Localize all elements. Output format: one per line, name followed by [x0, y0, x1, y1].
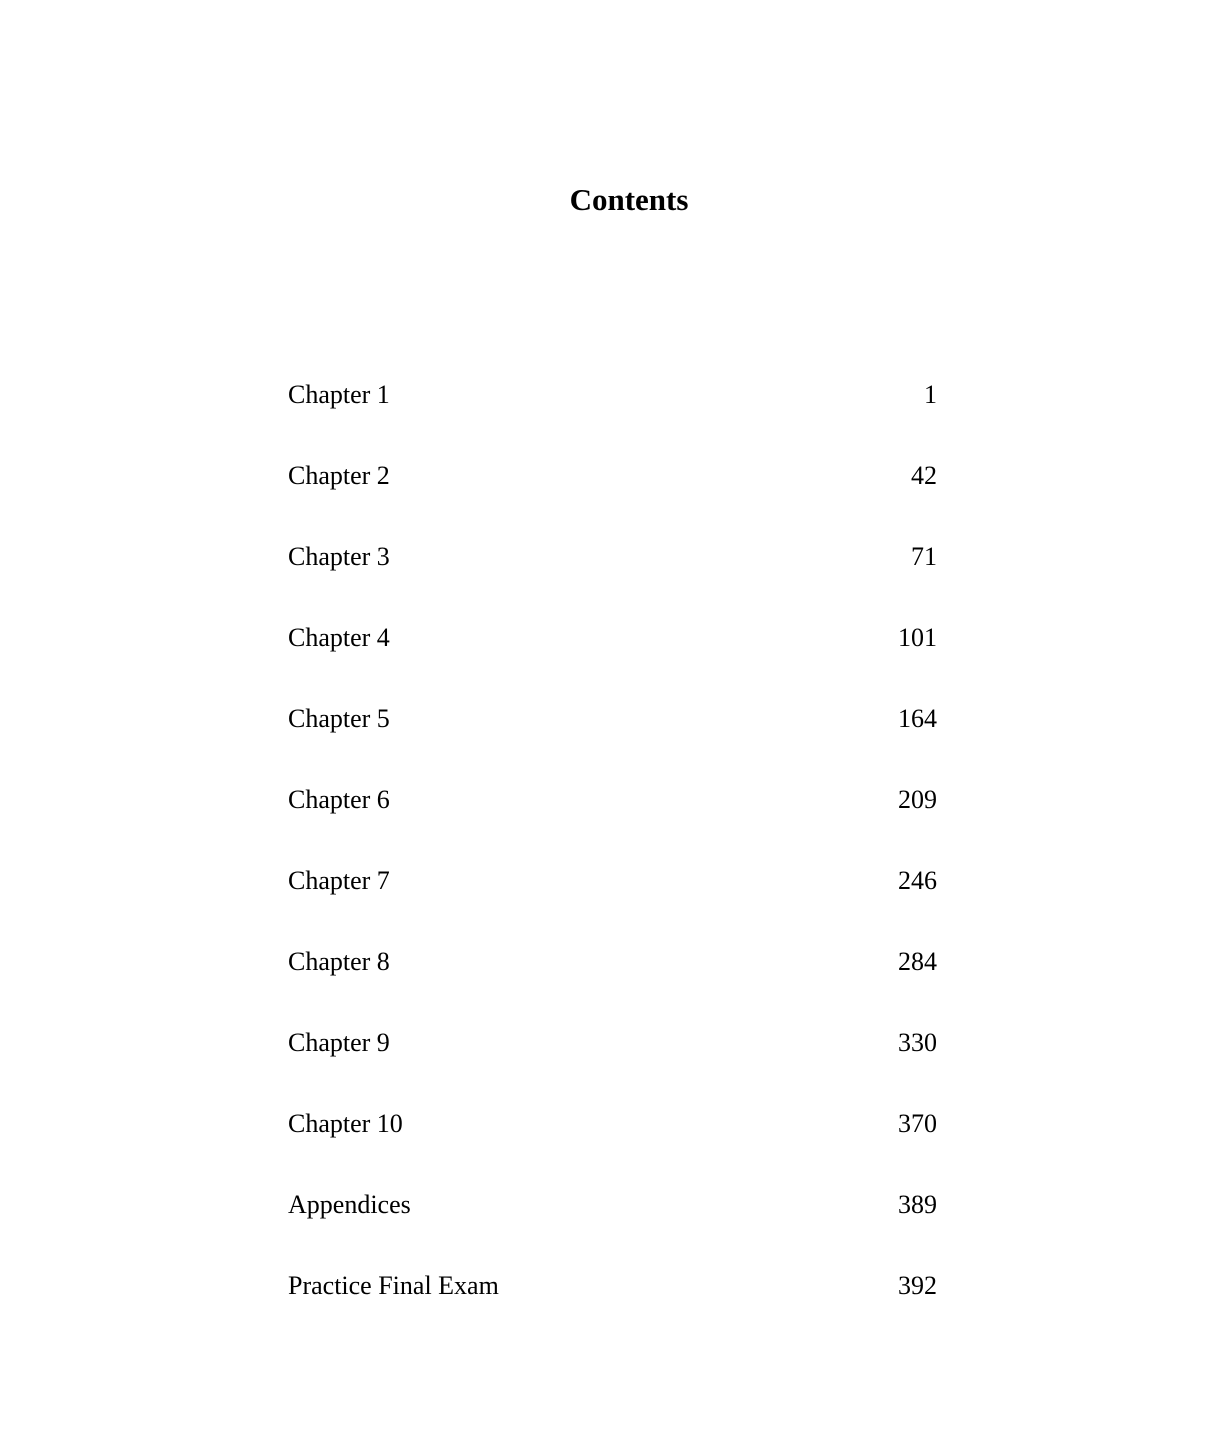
toc-entry-page: 101 — [898, 623, 937, 652]
toc-entry-label: Chapter 5 — [288, 704, 390, 733]
toc-entry[interactable] — [288, 699, 937, 780]
toc-entry-page: 42 — [911, 461, 937, 490]
toc-entry-page: 209 — [898, 785, 937, 814]
toc-entry[interactable] — [288, 375, 937, 456]
toc-entry-page: 71 — [911, 542, 937, 571]
toc-entry-label: Chapter 1 — [288, 380, 390, 409]
toc-entry-page: 392 — [898, 1271, 937, 1300]
toc-entry-page: 284 — [898, 947, 937, 976]
toc-entry-label: Chapter 4 — [288, 623, 390, 652]
toc-entry-page: 370 — [898, 1109, 937, 1138]
toc-entry-label: Chapter 9 — [288, 1028, 390, 1057]
toc-entry-label: Chapter 2 — [288, 461, 390, 490]
toc-entry[interactable] — [288, 942, 937, 1023]
toc-entry-page: 330 — [898, 1028, 937, 1057]
toc-entry[interactable] — [288, 861, 937, 942]
toc-entry[interactable] — [288, 1266, 937, 1347]
toc-entry[interactable] — [288, 780, 937, 861]
toc-entry-label: Appendices — [288, 1190, 411, 1219]
toc-entry-page: 164 — [898, 704, 937, 733]
toc-entry[interactable] — [288, 1023, 937, 1104]
toc-entry[interactable] — [288, 618, 937, 699]
toc-entry[interactable] — [288, 537, 937, 618]
toc-entry[interactable] — [288, 456, 937, 537]
toc-entry[interactable] — [288, 1185, 937, 1266]
page-title: Contents — [569, 182, 689, 217]
toc-entry-page: 389 — [898, 1190, 937, 1219]
toc-entry-label: Chapter 3 — [288, 542, 390, 571]
table-of-contents — [288, 375, 937, 1347]
toc-entry[interactable] — [288, 1104, 937, 1185]
toc-entry-page: 1 — [924, 380, 937, 409]
toc-entry-label: Chapter 7 — [288, 866, 390, 895]
toc-entry-label: Practice Final Exam — [288, 1271, 499, 1300]
toc-entry-label: Chapter 6 — [288, 785, 390, 814]
toc-entry-page: 246 — [898, 866, 937, 895]
toc-entry-label: Chapter 8 — [288, 947, 390, 976]
toc-entry-label: Chapter 10 — [288, 1109, 403, 1138]
